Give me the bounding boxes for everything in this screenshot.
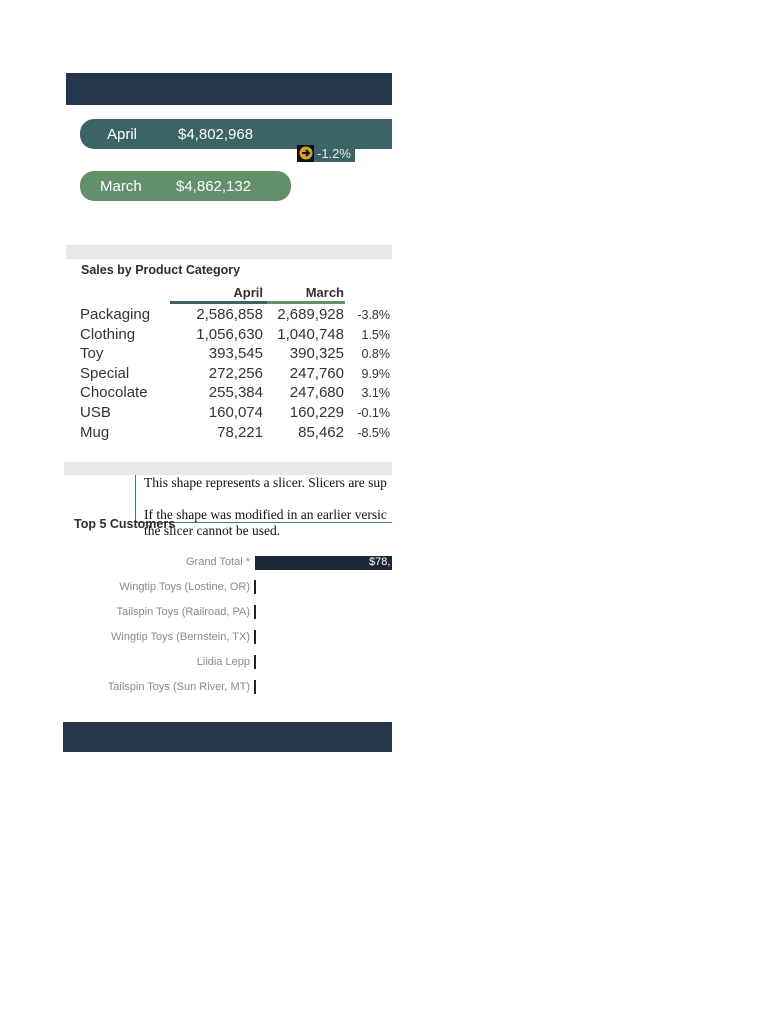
percent-change: 9.9% xyxy=(361,366,390,381)
table-row xyxy=(62,424,392,444)
slicer-message-line: If the shape was modified in an earlier versic xyxy=(144,507,387,522)
april-value: 1,056,630 xyxy=(196,325,263,343)
percent-change: -3.8% xyxy=(357,308,390,322)
table-row xyxy=(62,365,392,385)
customer-bar xyxy=(254,580,256,594)
category-table-title: Sales by Product Category xyxy=(81,263,241,277)
kpi-april-value: $4,802,968 xyxy=(178,125,254,143)
percent-change: 3.1% xyxy=(361,386,390,401)
march-value: 390,325 xyxy=(289,345,344,363)
customer-bar xyxy=(254,605,256,619)
customer-label: Wingtip Toys (Lostine, OR) xyxy=(119,581,250,593)
customer-label: Liidia Lepp xyxy=(196,656,250,668)
april-value: 78,221 xyxy=(217,423,263,441)
customer-label: Tailspin Toys (Railroad, PA) xyxy=(116,606,250,618)
april-value: 2,586,858 xyxy=(196,306,263,323)
category-name: Packaging xyxy=(80,306,151,323)
kpi-change-value: -1.2% xyxy=(317,145,351,161)
table-row xyxy=(62,345,392,365)
slicer-border xyxy=(135,475,136,523)
customer-bar xyxy=(254,630,256,644)
table-row xyxy=(62,404,392,424)
customer-label: Wingtip Toys (Bernstein, TX) xyxy=(111,631,250,643)
percent-change: -8.5% xyxy=(357,425,390,440)
kpi-march-value: $4,862,132 xyxy=(176,177,252,195)
table-row xyxy=(62,306,392,326)
kpi-march-pill xyxy=(80,171,291,201)
category-name: USB xyxy=(80,404,111,421)
column-header-april: April xyxy=(233,285,263,300)
percent-change: -0.1% xyxy=(357,406,390,420)
march-value: 247,680 xyxy=(289,384,344,402)
kpi-april-label: April xyxy=(107,125,138,143)
slicer-message-line: This shape represents a slicer. Slicers are sup xyxy=(144,475,387,490)
kpi-change-badge xyxy=(297,144,355,162)
column-header-march: March xyxy=(305,285,344,300)
section-divider xyxy=(64,462,392,475)
slicer-placeholder[interactable] xyxy=(144,475,392,539)
customer-label: Tailspin Toys (Sun River, MT) xyxy=(107,681,250,693)
category-name: Clothing xyxy=(80,325,136,343)
april-value: 393,545 xyxy=(208,345,263,363)
percent-change: 1.5% xyxy=(361,327,390,342)
percent-change: 0.8% xyxy=(361,347,390,362)
category-name: Special xyxy=(80,364,130,382)
report-sheet xyxy=(62,70,392,760)
table-row xyxy=(62,384,392,404)
march-value: 2,689,928 xyxy=(277,306,344,323)
footer-band xyxy=(63,722,392,752)
grand-total-label: Grand Total * xyxy=(185,556,250,568)
top-customers-title: Top 5 Customers xyxy=(74,517,176,531)
april-value: 255,384 xyxy=(208,384,263,402)
april-value: 160,074 xyxy=(208,404,263,421)
category-name: Toy xyxy=(80,345,104,363)
category-name: Chocolate xyxy=(80,384,148,402)
april-header-underline xyxy=(170,301,267,304)
march-value: 1,040,748 xyxy=(277,325,344,343)
arrow-right-icon xyxy=(297,145,314,162)
customer-bar xyxy=(254,655,256,669)
category-name: Mug xyxy=(80,423,110,441)
customer-bar xyxy=(254,680,256,694)
table-row xyxy=(62,326,392,346)
april-value: 272,256 xyxy=(208,364,263,382)
march-value: 85,462 xyxy=(298,423,344,441)
slicer-message-line: the slicer cannot be used. xyxy=(144,523,281,538)
grand-total-value: $78, xyxy=(369,556,391,568)
header-band xyxy=(66,73,392,105)
kpi-march-label: March xyxy=(100,177,142,195)
march-header-underline xyxy=(267,301,345,304)
march-value: 247,760 xyxy=(289,364,344,382)
march-value: 160,229 xyxy=(289,404,344,421)
grand-total-bar xyxy=(255,556,392,570)
section-divider xyxy=(66,245,392,259)
